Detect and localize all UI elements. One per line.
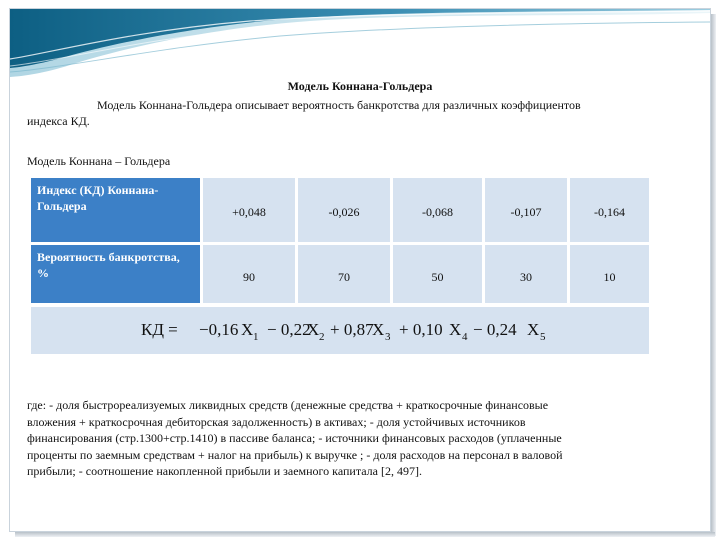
formula-coef: − 0,24 (473, 320, 517, 339)
formula-var: X (527, 320, 540, 339)
formula-subscript: 3 (385, 331, 391, 343)
kd-value-cell: -0,068 (393, 178, 482, 242)
slide-shadow-bottom (15, 532, 715, 537)
slide-heading: Модель Коннана-Гольдера (287, 79, 433, 93)
footnote-line: проценты по заемным средствам + налог на прибыль) к выручке ; - доля расходов на персонал в валовой (27, 447, 563, 462)
footnote-line: финансирования (стр.1300+стр.1410) в пассиве баланса; - источники финансовых расходов (уплаченные (27, 431, 562, 445)
kd-value-cell: -0,026 (298, 178, 390, 242)
row-header-probability: Вероятность банкротства, % (31, 245, 200, 303)
probability-cell: 10 (570, 245, 649, 303)
formula-var: X (307, 320, 320, 339)
formula-coef: − 0,22 (267, 320, 311, 339)
formula-subscript: 4 (462, 331, 468, 343)
wave-graphic (10, 9, 710, 79)
formula-row (31, 307, 649, 354)
formula-coef: −0,16 (199, 320, 239, 339)
footnote-line: где: - доля быстрореализуемых ликвидных средств (денежные средства + краткосрочные финансовые (27, 398, 549, 412)
formula-coef: + 0,10 (399, 320, 443, 339)
formula-lhs: КД = (141, 320, 178, 339)
footnote-line: прибыли; - соотношение накопленной прибыли и заемного капитала [2, 497]. (27, 464, 422, 478)
model-label: Модель Коннана – Гольдера (27, 154, 171, 168)
intro-line-1: Модель Коннана-Гольдера описывает вероятность банкротства для различных коэффициентов (97, 98, 581, 112)
probability-cell: 30 (485, 245, 567, 303)
formula-subscript: 5 (540, 331, 546, 343)
intro-paragraph (27, 97, 692, 129)
formula-subscript: 1 (253, 331, 259, 343)
row-header-kd-index: Индекс (КД) Коннана-Гольдера (31, 178, 200, 242)
formula-var: X (449, 320, 462, 339)
probability-cell: 90 (203, 245, 295, 303)
footnote-paragraph (27, 397, 667, 480)
kd-formula (31, 307, 649, 354)
kd-value-cell: +0,048 (203, 178, 295, 242)
kd-value-cell: -0,164 (570, 178, 649, 242)
formula-subscript: 2 (319, 331, 325, 343)
formula-var: X (241, 320, 254, 339)
probability-cell: 70 (298, 245, 390, 303)
probability-cell: 50 (393, 245, 482, 303)
intro-line-2: индекса КД. (27, 114, 90, 128)
formula-var: X (372, 320, 385, 339)
formula-coef: + 0,87 (330, 320, 374, 339)
kd-value-cell: -0,107 (485, 178, 567, 242)
footnote-line: вложения + краткосрочная дебиторская задолженность) в активах; - доля устойчивых источников (27, 414, 526, 429)
wave-banner (10, 9, 710, 79)
